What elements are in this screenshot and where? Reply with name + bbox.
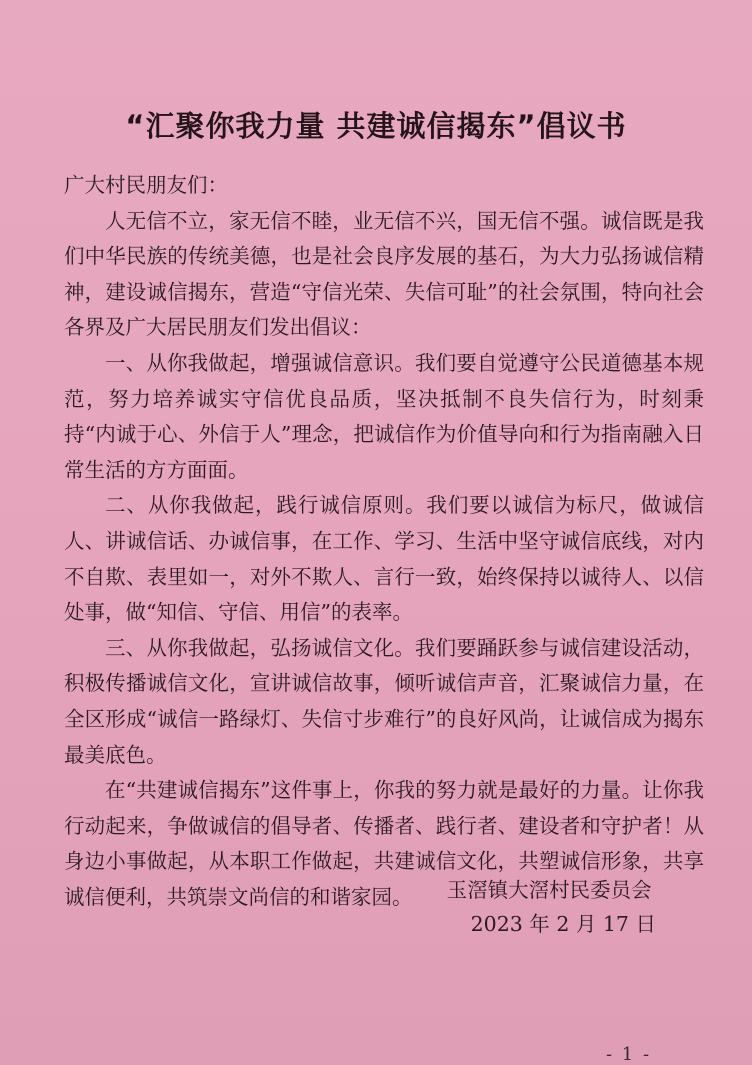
paragraph-point-3: 三、从你我做起，弘扬诚信文化。我们要踊跃参与诚信建设活动，积极传播诚信文化，宣讲诚信故事，倾听诚信声音，汇聚诚信力量，在全区形成“诚信一路绿灯、失信寸步难行”的良好风尚，让诚信成为揭东最美底色。 bbox=[64, 635, 704, 767]
paragraph-point-2: 二、从你我做起，践行诚信原则。我们要以诚信为标尺，做诚信人、讲诚信话、办诚信事，在工作、学习、生活中坚守诚信底线，对内不自欺、表里如一，对外不欺人、言行一致，始终保持以诚待人、以信处事，做“知信、守信、用信”的表率。 bbox=[64, 493, 704, 625]
paragraph-intro: 人无信不立，家无信不睦，业无信不兴，国无信不强。诚信既是我们中华民族的传统美德，也是社会良序发展的基石，为大力弘扬诚信精神，建设诚信揭东，营造“守信光荣、失信可耻”的社会氛围，特向社会各界及广大居民朋友们发出倡议： bbox=[64, 208, 704, 340]
signature-block bbox=[447, 873, 656, 941]
paragraph-closing: 在“共建诚信揭东”这件事上，你我的努力就是最好的力量。让你我行动起来，争做诚信的倡导者、传播者、践行者、建设者和守护者！从身边小事做起，从本职工作做起，共建诚信文化，共塑诚信形象，共享诚信便利，共筑崇文尚信的和谐家园。 bbox=[64, 778, 704, 909]
salutation: 广大村民朋友们： bbox=[64, 173, 228, 197]
document-body bbox=[64, 168, 704, 915]
signature-organization: 玉滘镇大滘村民委员会 bbox=[446, 878, 652, 902]
paragraph-point-1: 一、从你我做起，增强诚信意识。我们要自觉遵守公民道德基本规范，努力培养诚实守信优良品质，坚决抵制不良失信行为，时刻秉持“内诚于心、外信于人”理念，把诚信作为价值导向和行为指南融入日常生活的方方面面。 bbox=[64, 350, 704, 482]
page-number: - 1 - bbox=[606, 1044, 652, 1065]
signature-date: 2023 年 2 月 17 日 bbox=[470, 912, 656, 936]
document-title: “汇聚你我力量 共建诚信揭东”倡议书 bbox=[125, 109, 627, 143]
